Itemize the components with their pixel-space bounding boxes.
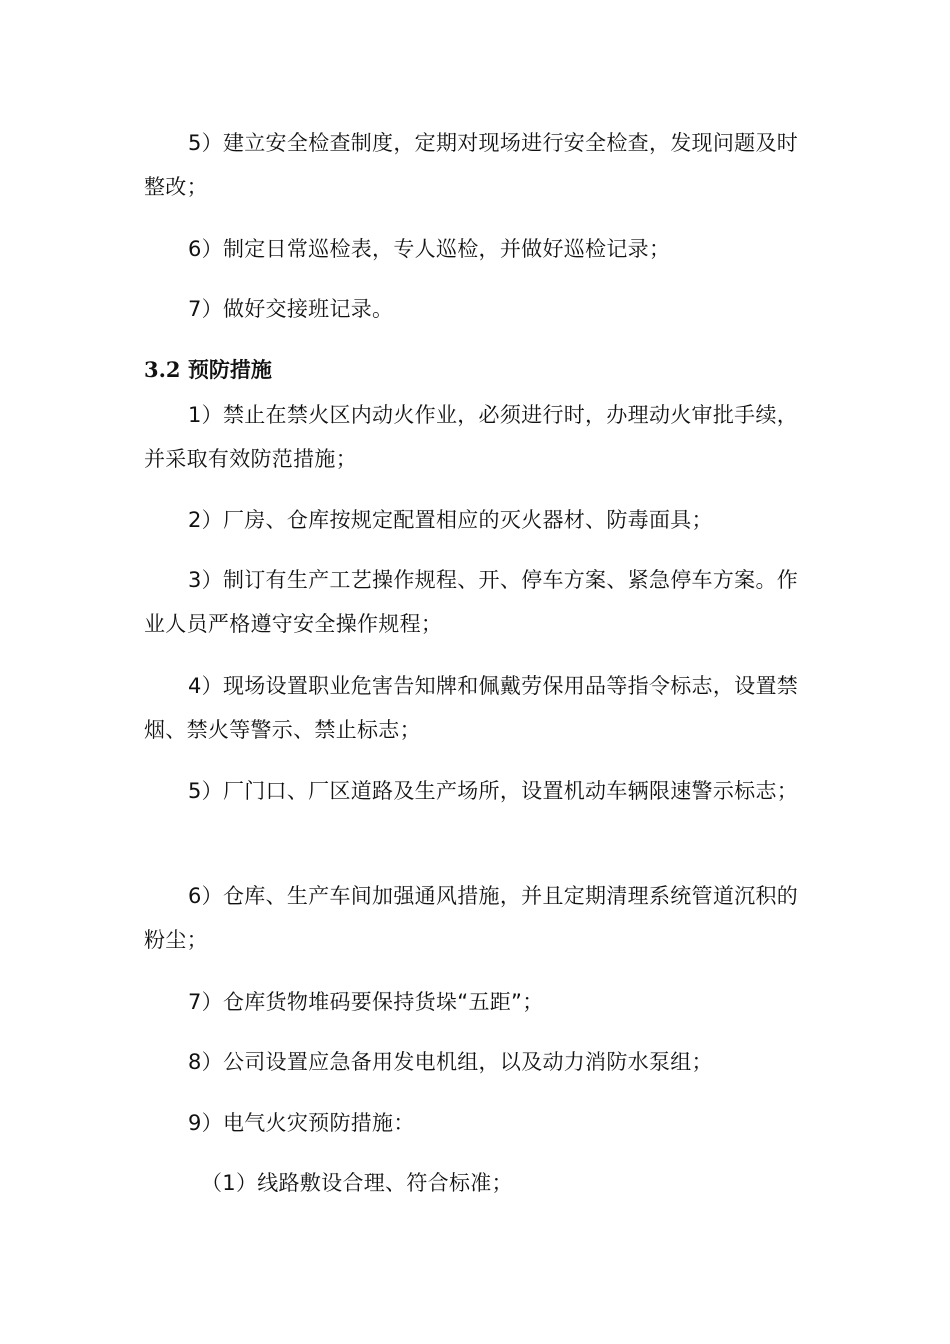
- measure-item-5: 5）厂门口、厂区道路及生产场所，设置机动车辆限速警示标志；: [188, 779, 799, 803]
- measure-item-7: 7）仓库货物堆码要保持货垛“五距”；: [188, 990, 544, 1014]
- measure-item-1: 1）禁止在禁火区内动火作业，必须进行时，办理动火审批手续，并采取有效防范措施；: [144, 403, 799, 471]
- paragraph-item-6: 6）制定日常巡检表，专人巡检，并做好巡检记录；: [188, 237, 671, 261]
- sub-item-1: （1）线路敷设合理、符合标准；: [201, 1171, 513, 1195]
- measure-item-6: 6）仓库、生产车间加强通风措施，并且定期清理系统管道沉积的粉尘；: [144, 884, 799, 952]
- paragraph-item-5: 5）建立安全检查制度，定期对现场进行安全检查，发现问题及时整改；: [144, 131, 799, 199]
- section-number: 3.2: [144, 357, 181, 382]
- paragraph-item-7: 7）做好交接班记录。: [188, 297, 394, 321]
- section-heading: [144, 350, 272, 390]
- measure-item-2: 2）厂房、仓库按规定配置相应的灭火器材、防毒面具；: [188, 508, 713, 532]
- measure-item-3: 3）制订有生产工艺操作规程、开、停车方案、紧急停车方案。作业人员严格遵守安全操作规程；: [144, 568, 799, 636]
- measure-item-4: 4）现场设置职业危害告知牌和佩戴劳保用品等指令标志，设置禁烟、禁火等警示、禁止标志；: [144, 674, 799, 742]
- measure-item-9: 9）电气火灾预防措施：: [188, 1111, 415, 1135]
- measure-item-8: 8）公司设置应急备用发电机组，以及动力消防水泵组；: [188, 1050, 713, 1074]
- section-title: 预防措施: [187, 358, 272, 382]
